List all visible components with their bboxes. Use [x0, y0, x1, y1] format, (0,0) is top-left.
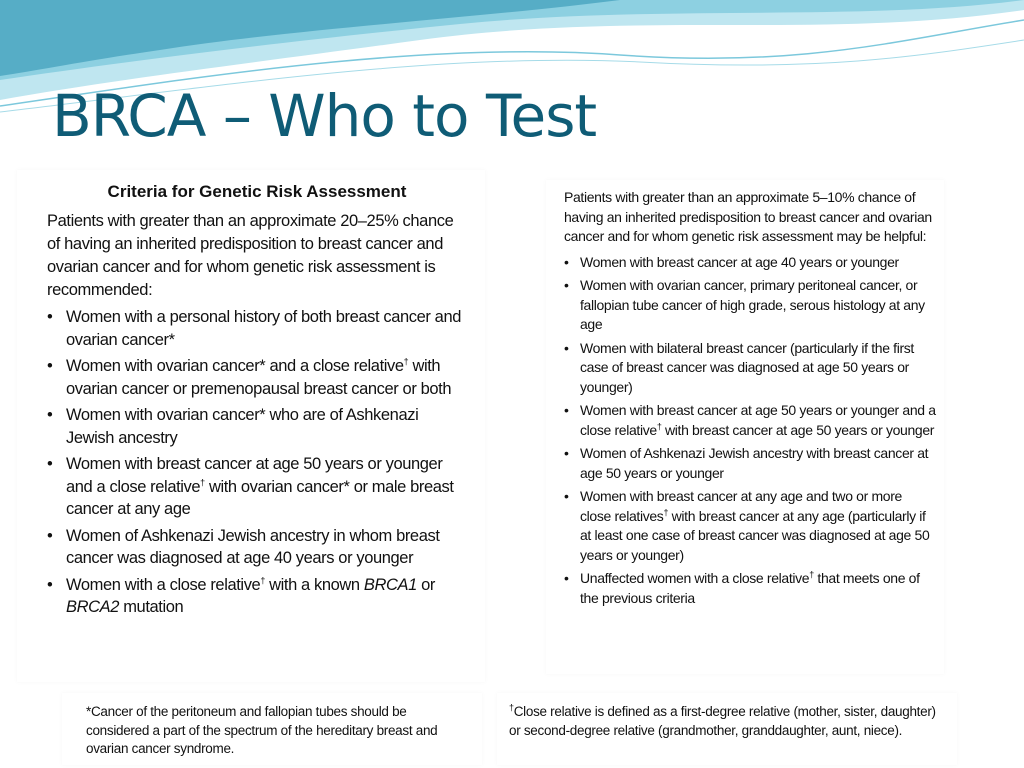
list-item: • Women with breast cancer at age 50 years or younger and a close relative† with ovarian cancer* or male breast cancer at any age — [47, 453, 467, 521]
right-intro: Patients with greater than an approximate 5–10% chance of having an inherited predisposition to breast cancer and ovarian cancer and for whom genetic risk assessment may be helpful: — [564, 189, 932, 244]
list-item: • Women with breast cancer at age 40 years or younger — [564, 253, 936, 273]
right-criteria-list — [564, 253, 936, 609]
list-item: • Women with a close relative† with a known BRCA1 or BRCA2 mutation — [47, 574, 467, 619]
list-item: • Women with ovarian cancer* and a close relative† with ovarian cancer or premenopausal breast cancer or both — [47, 355, 467, 400]
footnote-close-relative: †Close relative is defined as a first-degree relative (mother, sister, daughter) or second-degree relative (grandmother, granddaughter, aunt, niece). — [497, 693, 957, 765]
left-intro: Patients with greater than an approximate 20–25% chance of having an inherited predisposition to breast cancer and ovarian cancer and for whom genetic risk assessment is recommended: — [47, 212, 454, 299]
list-item: • Women with ovarian cancer* who are of Ashkenazi Jewish ancestry — [47, 404, 467, 449]
footnote-cancer-definition: *Cancer of the peritoneum and fallopian tubes should be considered a part of the spectrum of the hereditary breast and ovarian cancer syndrome. — [62, 693, 482, 765]
list-item: • Women with a personal history of both breast cancer and ovarian cancer* — [47, 306, 467, 351]
left-criteria-list — [47, 306, 467, 619]
right-criteria-panel — [546, 180, 944, 674]
left-criteria-panel — [17, 170, 485, 682]
list-item: • Women with breast cancer at age 50 years or younger and a close relative† with breast cancer at age 50 years or younger — [564, 401, 936, 440]
list-item: • Women with ovarian cancer, primary peritoneal cancer, or fallopian tube cancer of high grade, serous histology at any age — [564, 276, 936, 335]
criteria-heading: Criteria for Genetic Risk Assessment — [107, 182, 407, 201]
list-item: • Women of Ashkenazi Jewish ancestry with breast cancer at age 50 years or younger — [564, 444, 936, 483]
list-item: • Women with breast cancer at any age and two or more close relatives† with breast cancer at any age (particularly if at least one case of breast cancer was diagnosed at age 50 years or younger) — [564, 487, 936, 565]
list-item: • Women with bilateral breast cancer (particularly if the first case of breast cancer was diagnosed at age 50 years or younger) — [564, 339, 936, 398]
slide-title: BRCA – Who to Test — [52, 82, 597, 150]
list-item: • Women of Ashkenazi Jewish ancestry in whom breast cancer was diagnosed at age 40 years or younger — [47, 525, 467, 570]
list-item: • Unaffected women with a close relative† that meets one of the previous criteria — [564, 569, 936, 608]
